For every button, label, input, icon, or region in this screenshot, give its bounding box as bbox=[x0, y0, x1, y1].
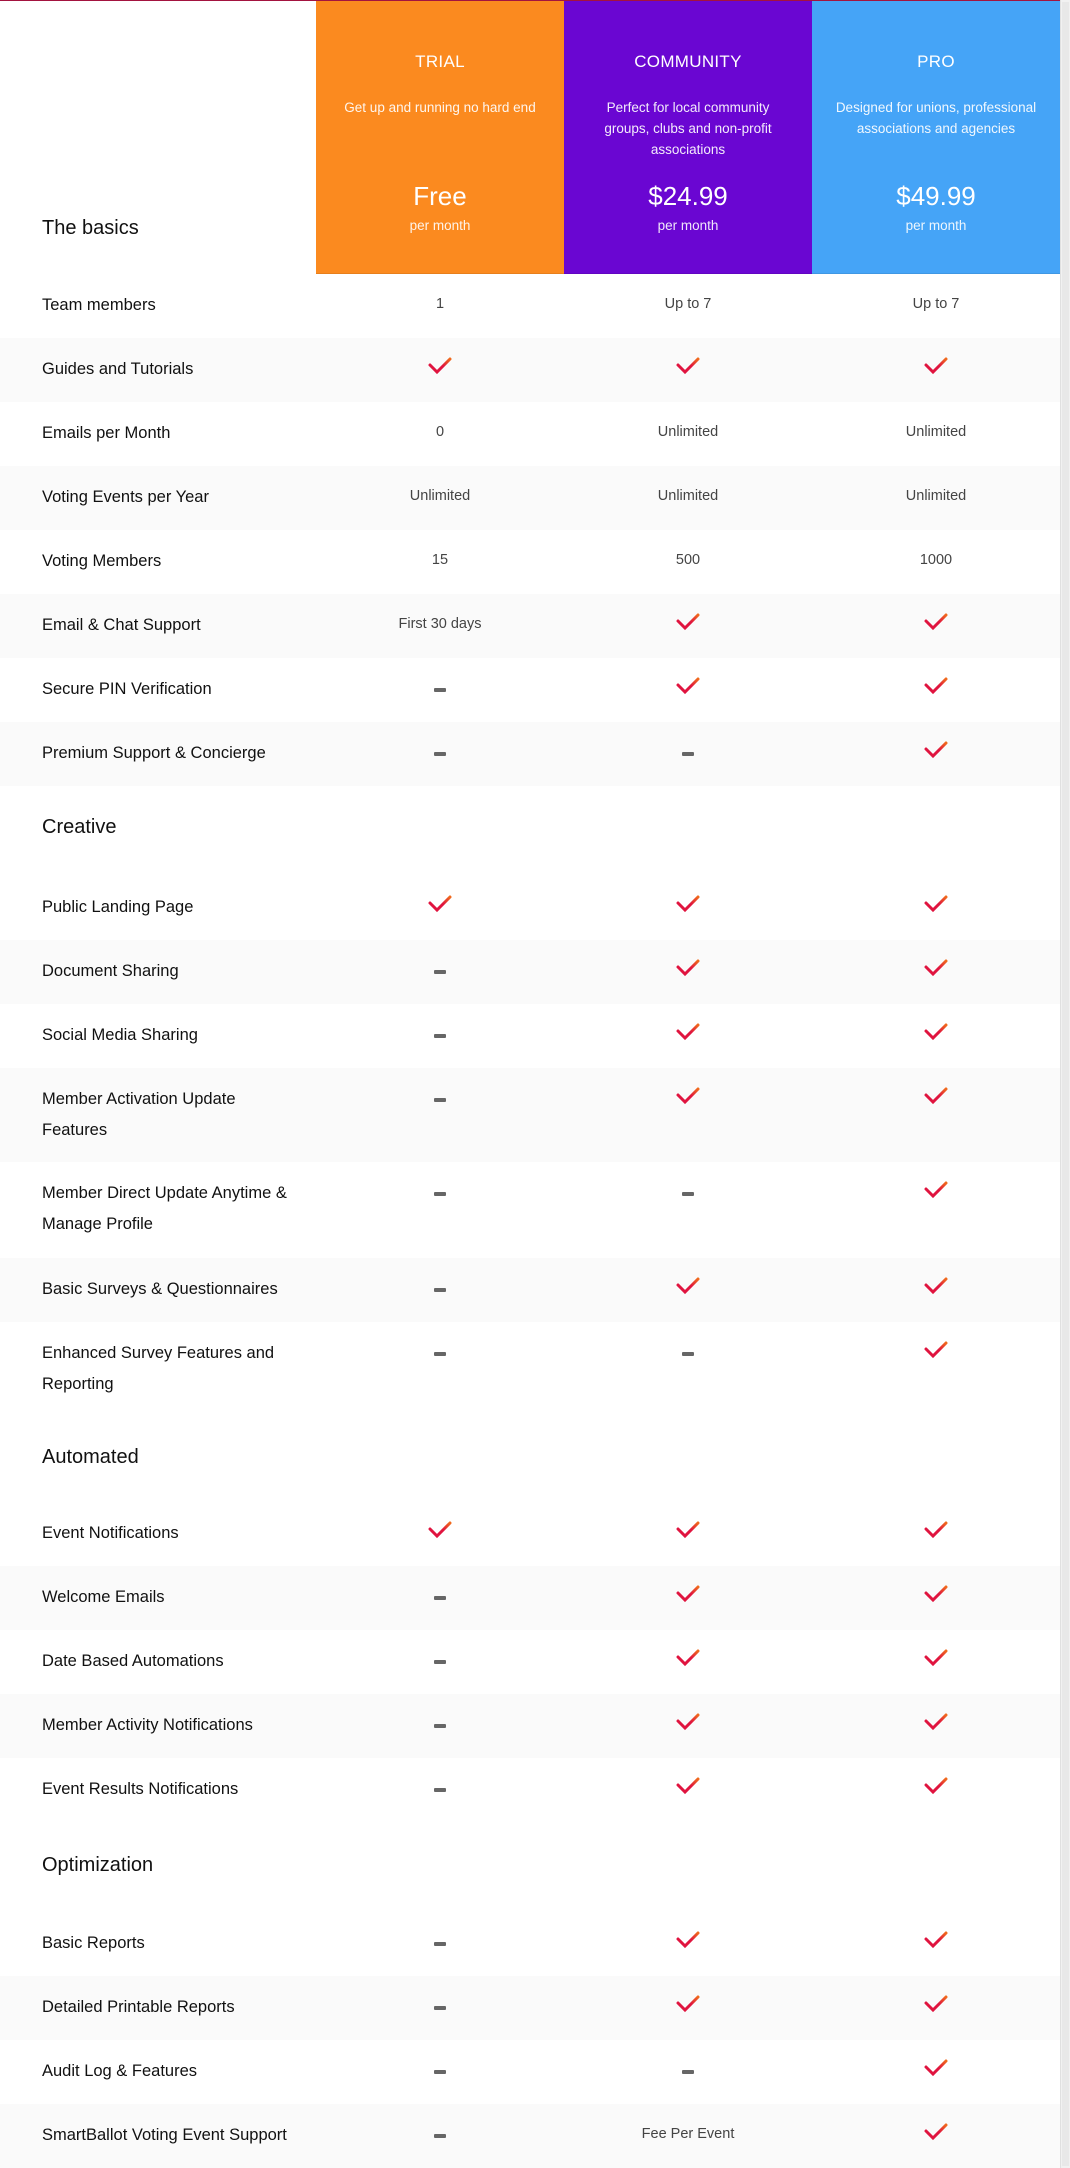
cell-value: Unlimited bbox=[905, 424, 967, 440]
feature-label: Social Media Sharing bbox=[42, 1026, 198, 1044]
dash-icon bbox=[434, 1288, 446, 1292]
feature-label: Member Direct Update Anytime & Manage Profile bbox=[42, 1184, 287, 1233]
table-row bbox=[0, 1630, 1060, 1694]
plan-cell-trial bbox=[316, 1758, 564, 1796]
plan-cell-community bbox=[564, 658, 812, 700]
checkmark-icon bbox=[675, 1022, 701, 1042]
feature-label: Detailed Printable Reports bbox=[42, 1998, 235, 2016]
plan-cell-pro bbox=[812, 1162, 1060, 1204]
plan-cell-trial bbox=[316, 1004, 564, 1042]
table-row bbox=[0, 876, 1060, 940]
checkmark-icon bbox=[675, 1930, 701, 1950]
checkmark-icon bbox=[427, 894, 453, 914]
dash-icon bbox=[434, 1596, 446, 1600]
feature-label: Premium Support & Concierge bbox=[42, 744, 266, 762]
plan-cell-pro bbox=[812, 658, 1060, 700]
table-row bbox=[0, 402, 1060, 466]
checkmark-icon bbox=[923, 612, 949, 632]
plan-cell-pro bbox=[812, 1258, 1060, 1300]
section-header-optimization bbox=[0, 1822, 1060, 1912]
plan-cell-trial bbox=[316, 1976, 564, 2014]
section-title: Creative bbox=[42, 816, 117, 838]
plan-cell-community bbox=[564, 1976, 812, 2018]
dash-icon bbox=[682, 1192, 694, 1196]
table-row bbox=[0, 940, 1060, 1004]
plan-cell-community bbox=[564, 1694, 812, 1736]
table-row bbox=[0, 2104, 1060, 2168]
checkmark-icon bbox=[675, 1994, 701, 2014]
checkmark-icon bbox=[923, 1022, 949, 1042]
cell-value: Unlimited bbox=[657, 424, 719, 440]
section-title: Automated bbox=[42, 1446, 139, 1468]
plan-cell-pro bbox=[812, 402, 1060, 440]
plan-cell-community bbox=[564, 1502, 812, 1544]
plan-cell-community bbox=[564, 1566, 812, 1608]
checkmark-icon bbox=[675, 676, 701, 696]
plan-cell-pro bbox=[812, 1630, 1060, 1672]
checkmark-icon bbox=[923, 1994, 949, 2014]
checkmark-icon bbox=[675, 1520, 701, 1540]
checkmark-icon bbox=[675, 1776, 701, 1796]
section-title: Optimization bbox=[42, 1854, 154, 1876]
plan-cell-trial bbox=[316, 274, 564, 312]
plan-cell-community bbox=[564, 1758, 812, 1800]
table-row bbox=[0, 274, 1060, 338]
plan-price: Free bbox=[413, 181, 467, 211]
feature-label: Welcome Emails bbox=[42, 1588, 165, 1606]
table-row bbox=[0, 1912, 1060, 1976]
checkmark-icon bbox=[675, 958, 701, 978]
plan-cell-pro bbox=[812, 1758, 1060, 1800]
plan-cell-pro bbox=[812, 1976, 1060, 2018]
feature-label: Emails per Month bbox=[42, 424, 171, 442]
table-row bbox=[0, 530, 1060, 594]
plan-cell-community bbox=[564, 940, 812, 982]
plan-cell-pro bbox=[812, 1004, 1060, 1046]
plan-cell-trial bbox=[316, 1566, 564, 1604]
feature-label: Team members bbox=[42, 296, 156, 314]
feature-label: Email & Chat Support bbox=[42, 616, 201, 634]
feature-label: Guides and Tutorials bbox=[42, 360, 194, 378]
plan-cell-pro bbox=[812, 530, 1060, 568]
cell-value: Fee Per Event bbox=[641, 2126, 735, 2142]
cell-value: 1000 bbox=[919, 552, 953, 568]
plan-cell-pro bbox=[812, 1912, 1060, 1954]
feature-label: Member Activity Notifications bbox=[42, 1716, 253, 1734]
feature-label: Secure PIN Verification bbox=[42, 680, 212, 698]
plan-cell-community bbox=[564, 1258, 812, 1300]
table-row bbox=[0, 722, 1060, 786]
plan-cell-trial bbox=[316, 1502, 564, 1544]
section-header-creative bbox=[0, 786, 1060, 876]
plan-cell-trial bbox=[316, 1068, 564, 1106]
table-row bbox=[0, 1976, 1060, 2040]
dash-icon bbox=[434, 970, 446, 974]
plan-cell-community bbox=[564, 2040, 812, 2078]
dash-icon bbox=[434, 2006, 446, 2010]
plan-cell-community bbox=[564, 1004, 812, 1046]
dash-icon bbox=[434, 1192, 446, 1196]
table-row bbox=[0, 338, 1060, 402]
plan-cell-community bbox=[564, 402, 812, 440]
plan-period: per month bbox=[905, 218, 967, 233]
scrollbar-thumb[interactable] bbox=[1062, 2, 1069, 2166]
plan-cell-trial bbox=[316, 1322, 564, 1360]
dash-icon bbox=[682, 1352, 694, 1356]
vertical-scrollbar[interactable] bbox=[1060, 0, 1070, 2168]
plan-cell-pro bbox=[812, 274, 1060, 312]
plan-cell-pro bbox=[812, 594, 1060, 636]
checkmark-icon bbox=[427, 1520, 453, 1540]
cell-value: Unlimited bbox=[657, 488, 719, 504]
checkmark-icon bbox=[923, 1086, 949, 1106]
plan-cell-trial bbox=[316, 658, 564, 696]
checkmark-icon bbox=[675, 1712, 701, 1732]
plans-header bbox=[0, 0, 1060, 274]
plan-name: TRIAL bbox=[415, 52, 465, 71]
plan-cell-community bbox=[564, 338, 812, 380]
plan-cell-pro bbox=[812, 338, 1060, 380]
plan-cell-trial bbox=[316, 2104, 564, 2142]
dash-icon bbox=[434, 1660, 446, 1664]
checkmark-icon bbox=[923, 740, 949, 760]
plan-cell-community bbox=[564, 1630, 812, 1672]
plan-cell-community bbox=[564, 876, 812, 918]
section-title-basics: The basics bbox=[42, 217, 139, 239]
feature-label: Member Activation Update Features bbox=[42, 1090, 236, 1139]
checkmark-icon bbox=[923, 894, 949, 914]
cell-value: Up to 7 bbox=[664, 296, 712, 312]
plan-cell-community bbox=[564, 722, 812, 760]
plan-cell-pro bbox=[812, 2104, 1060, 2146]
plan-price: $24.99 bbox=[648, 181, 728, 211]
feature-label: Document Sharing bbox=[42, 962, 179, 980]
table-row bbox=[0, 1758, 1060, 1822]
dash-icon bbox=[682, 2070, 694, 2074]
checkmark-icon bbox=[923, 2058, 949, 2078]
table-row bbox=[0, 1162, 1060, 1258]
table-row bbox=[0, 466, 1060, 530]
plan-cell-pro bbox=[812, 1322, 1060, 1364]
plan-card-trial[interactable] bbox=[316, 0, 564, 274]
plan-description: Perfect for local community groups, clubs and non-profit associations bbox=[604, 100, 772, 157]
plan-cell-trial bbox=[316, 1258, 564, 1296]
feature-label: Public Landing Page bbox=[42, 898, 194, 916]
checkmark-icon bbox=[923, 1520, 949, 1540]
feature-label: Voting Events per Year bbox=[42, 488, 209, 506]
plan-cell-community bbox=[564, 466, 812, 504]
plan-cell-trial bbox=[316, 940, 564, 978]
plan-cell-trial bbox=[316, 594, 564, 632]
dash-icon bbox=[434, 688, 446, 692]
plan-card-community[interactable] bbox=[564, 0, 812, 274]
dash-icon bbox=[434, 2070, 446, 2074]
checkmark-icon bbox=[923, 1276, 949, 1296]
plan-description: Designed for unions, professional associations and agencies bbox=[835, 100, 1037, 136]
plan-cell-community bbox=[564, 594, 812, 636]
cell-value: Unlimited bbox=[905, 488, 967, 504]
checkmark-icon bbox=[923, 1180, 949, 1200]
table-row bbox=[0, 1068, 1060, 1162]
plan-cell-trial bbox=[316, 466, 564, 504]
plan-cell-community bbox=[564, 2104, 812, 2142]
cell-value: 1 bbox=[435, 296, 445, 312]
plan-cell-trial bbox=[316, 1694, 564, 1732]
dash-icon bbox=[434, 1098, 446, 1102]
top-accent-line bbox=[0, 0, 1060, 1]
plan-description: Get up and running no hard end bbox=[344, 100, 536, 115]
plan-cell-trial bbox=[316, 530, 564, 568]
dash-icon bbox=[434, 1352, 446, 1356]
plan-cell-community bbox=[564, 274, 812, 312]
plan-card-pro[interactable] bbox=[812, 0, 1060, 274]
feature-label: Basic Surveys & Questionnaires bbox=[42, 1280, 278, 1298]
plan-cell-community bbox=[564, 530, 812, 568]
plan-cell-pro bbox=[812, 1502, 1060, 1544]
cell-value: 15 bbox=[431, 552, 449, 568]
plan-cell-community bbox=[564, 1322, 812, 1360]
plan-cell-trial bbox=[316, 2040, 564, 2078]
plan-cell-trial bbox=[316, 402, 564, 440]
cell-value: First 30 days bbox=[398, 616, 482, 632]
checkmark-icon bbox=[923, 1712, 949, 1732]
feature-label: Event Notifications bbox=[42, 1524, 179, 1542]
checkmark-icon bbox=[675, 1086, 701, 1106]
plan-cell-community bbox=[564, 1162, 812, 1200]
dash-icon bbox=[434, 1942, 446, 1946]
dash-icon bbox=[434, 2134, 446, 2138]
plan-cell-community bbox=[564, 1912, 812, 1954]
plan-cell-pro bbox=[812, 1694, 1060, 1736]
plan-cell-pro bbox=[812, 1068, 1060, 1110]
dash-icon bbox=[434, 1788, 446, 1792]
plan-period: per month bbox=[657, 218, 719, 233]
feature-label: Event Results Notifications bbox=[42, 1780, 239, 1798]
checkmark-icon bbox=[923, 1340, 949, 1360]
dash-icon bbox=[434, 1724, 446, 1728]
feature-label: SmartBallot Voting Event Support bbox=[42, 2126, 287, 2144]
table-row bbox=[0, 1566, 1060, 1630]
feature-label: Date Based Automations bbox=[42, 1652, 224, 1670]
dash-icon bbox=[682, 752, 694, 756]
plan-cell-trial bbox=[316, 1912, 564, 1950]
plan-cell-trial bbox=[316, 1630, 564, 1668]
checkmark-icon bbox=[923, 676, 949, 696]
plan-cell-trial bbox=[316, 876, 564, 918]
checkmark-icon bbox=[923, 2122, 949, 2142]
checkmark-icon bbox=[675, 1276, 701, 1296]
plan-cell-trial bbox=[316, 1162, 564, 1200]
plan-name: COMMUNITY bbox=[634, 52, 742, 71]
checkmark-icon bbox=[923, 356, 949, 376]
checkmark-icon bbox=[923, 1648, 949, 1668]
plan-cell-pro bbox=[812, 722, 1060, 764]
plan-cell-trial bbox=[316, 722, 564, 760]
dash-icon bbox=[434, 1034, 446, 1038]
table-row bbox=[0, 1258, 1060, 1322]
checkmark-icon bbox=[923, 958, 949, 978]
plan-cell-pro bbox=[812, 1566, 1060, 1608]
table-row bbox=[0, 594, 1060, 658]
cell-value: Unlimited bbox=[409, 488, 471, 504]
plan-cell-pro bbox=[812, 876, 1060, 918]
checkmark-icon bbox=[923, 1584, 949, 1604]
plan-cell-pro bbox=[812, 466, 1060, 504]
checkmark-icon bbox=[923, 1776, 949, 1796]
feature-label: Basic Reports bbox=[42, 1934, 145, 1952]
checkmark-icon bbox=[675, 612, 701, 632]
header-label-column bbox=[0, 0, 316, 274]
checkmark-icon bbox=[675, 1648, 701, 1668]
feature-rows bbox=[0, 274, 1060, 2168]
checkmark-icon bbox=[675, 894, 701, 914]
plan-cell-trial bbox=[316, 338, 564, 380]
table-row bbox=[0, 1694, 1060, 1758]
table-row bbox=[0, 2040, 1060, 2104]
table-row bbox=[0, 1322, 1060, 1416]
dash-icon bbox=[434, 752, 446, 756]
feature-label: Voting Members bbox=[42, 552, 162, 570]
cell-value: 500 bbox=[675, 552, 701, 568]
feature-label: Audit Log & Features bbox=[42, 2062, 198, 2080]
checkmark-icon bbox=[427, 356, 453, 376]
plan-cell-community bbox=[564, 1068, 812, 1110]
plan-cell-pro bbox=[812, 940, 1060, 982]
table-row bbox=[0, 1004, 1060, 1068]
cell-value: Up to 7 bbox=[912, 296, 960, 312]
feature-label: Enhanced Survey Features and Reporting bbox=[42, 1344, 275, 1393]
cell-value: 0 bbox=[435, 424, 445, 440]
plan-cell-pro bbox=[812, 2040, 1060, 2082]
plan-period: per month bbox=[409, 218, 471, 233]
table-row bbox=[0, 658, 1060, 722]
checkmark-icon bbox=[675, 1584, 701, 1604]
plan-price: $49.99 bbox=[896, 181, 976, 211]
table-row bbox=[0, 1502, 1060, 1566]
checkmark-icon bbox=[675, 356, 701, 376]
plan-name: PRO bbox=[917, 52, 955, 71]
section-header-automated bbox=[0, 1416, 1060, 1502]
checkmark-icon bbox=[923, 1930, 949, 1950]
